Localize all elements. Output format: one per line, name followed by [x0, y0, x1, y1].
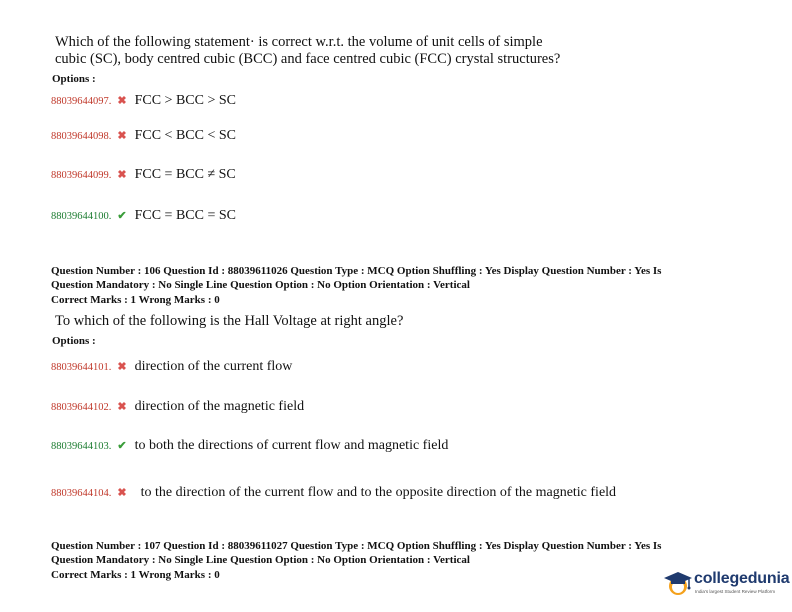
wrong-mark-icon: ✖	[117, 361, 127, 373]
question-106-text: To which of the following is the Hall Voltage at right angle?	[55, 313, 404, 329]
correct-check-icon: ✔	[117, 210, 127, 222]
logo-name: collegedunia	[694, 570, 790, 587]
option-row	[51, 483, 616, 501]
option-row	[51, 397, 304, 415]
options-label: Options :	[52, 73, 96, 85]
option-row	[51, 357, 292, 375]
question-105-text-line1: Which of the following statement· is correct w.r.t. the volume of unit cells of simple	[55, 34, 543, 50]
collegedunia-watermark	[660, 566, 792, 606]
correct-check-icon: ✔	[117, 440, 127, 452]
option-text: FCC = BCC = SC	[134, 208, 236, 223]
option-id: 88039644103.	[51, 441, 112, 452]
wrong-mark-icon: ✖	[117, 487, 127, 499]
question-106-meta-line1: Question Number : 106 Question Id : 88039611026 Question Type : MCQ Option Shuffling : Yes Display Question Number : Yes Is	[51, 265, 662, 277]
option-row	[51, 165, 236, 183]
question-106-meta-line2: Question Mandatory : No Single Line Question Option : No Option Orientation : Vertical	[51, 279, 470, 291]
option-text: direction of the current flow	[134, 359, 293, 374]
option-id: 88039644101.	[51, 362, 112, 373]
logo-tagline: India's largest Student Review Platform	[695, 589, 776, 594]
wrong-mark-icon: ✖	[117, 130, 127, 142]
option-id: 88039644100.	[51, 211, 112, 222]
option-text: FCC < BCC < SC	[134, 128, 236, 143]
option-id: 88039644098.	[51, 131, 112, 142]
option-text: to both the directions of current flow and magnetic field	[134, 438, 449, 453]
option-text: FCC = BCC ≠ SC	[134, 167, 236, 182]
option-row	[51, 206, 236, 224]
question-107-meta-line1: Question Number : 107 Question Id : 88039611027 Question Type : MCQ Option Shuffling : Yes Display Question Number : Yes Is	[51, 540, 662, 552]
option-row	[51, 91, 236, 109]
graduation-cap-icon	[662, 568, 694, 600]
option-text: direction of the magnetic field	[134, 399, 305, 414]
option-text: to the direction of the current flow and to the opposite direction of the magnetic field	[140, 485, 617, 500]
option-row	[51, 126, 236, 144]
option-text: FCC > BCC > SC	[134, 93, 236, 108]
question-106-marks: Correct Marks : 1 Wrong Marks : 0	[51, 294, 220, 306]
question-107-meta-line2: Question Mandatory : No Single Line Question Option : No Option Orientation : Vertical	[51, 554, 470, 566]
wrong-mark-icon: ✖	[117, 169, 127, 181]
question-107-marks: Correct Marks : 1 Wrong Marks : 0	[51, 569, 220, 581]
wrong-mark-icon: ✖	[117, 401, 127, 413]
option-id: 88039644104.	[51, 488, 112, 499]
question-105-text-line2: cubic (SC), body centred cubic (BCC) and face centred cubic (FCC) crystal structures?	[55, 51, 561, 67]
wrong-mark-icon: ✖	[117, 95, 127, 107]
option-row	[51, 436, 448, 454]
options-label: Options :	[52, 335, 96, 347]
option-id: 88039644102.	[51, 402, 112, 413]
option-id: 88039644099.	[51, 170, 112, 181]
option-id: 88039644097.	[51, 96, 112, 107]
